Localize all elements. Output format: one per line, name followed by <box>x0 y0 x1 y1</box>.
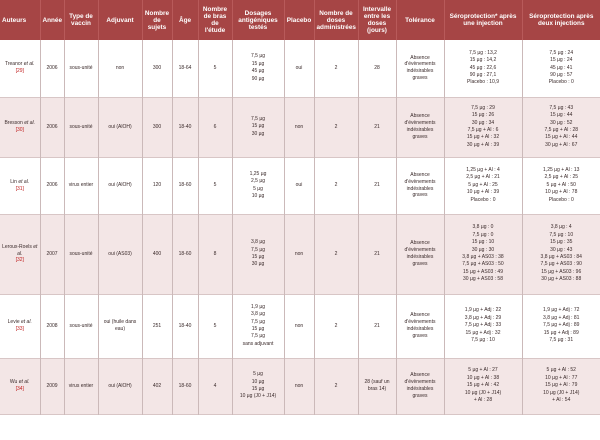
author-etal: et al. <box>18 379 30 386</box>
type-cell <box>64 294 98 358</box>
author-cell <box>0 157 40 214</box>
doses-administered: 2 <box>334 382 338 389</box>
table-row <box>0 294 600 358</box>
doses-cell <box>232 294 284 358</box>
author-name: Lin <box>10 178 17 185</box>
seroprotection-item: 5 µg + Al : 52 <box>546 367 576 374</box>
sero1-cell <box>444 294 522 358</box>
tolerance-text: Absence d'évènements indésirables graves <box>404 171 436 199</box>
placebo-value: non <box>294 322 304 329</box>
ndoses-cell <box>314 294 358 358</box>
seroprotection-item: 7,5 µg : 31 <box>549 337 574 344</box>
dose-item: 1,9 µg <box>250 303 265 310</box>
interval-value: 28 <box>374 64 380 71</box>
year-cell <box>40 157 64 214</box>
col-header: Nombre de bras de l'étude <box>198 0 232 40</box>
year-cell <box>40 358 64 414</box>
reference-link: [33] <box>15 326 24 332</box>
doses-administered: 2 <box>334 123 338 130</box>
author-cell <box>0 214 40 294</box>
year-cell <box>40 214 64 294</box>
seroprotection-item: 15 µg + Al : 79 <box>545 382 578 389</box>
placebo-cell <box>284 157 314 214</box>
seroprotection-item: 15 µg : 44 <box>550 112 573 119</box>
dose-item: 15 µg <box>251 60 265 67</box>
arms-count: 8 <box>213 250 217 257</box>
seroprotection-item: Placebo : 0 <box>470 196 496 203</box>
dose-item: 5 µg <box>253 185 263 192</box>
dose-item: 10 µg (J0 + J14) <box>239 393 277 400</box>
ndoses-cell <box>314 214 358 294</box>
year-value: 2008 <box>46 322 58 329</box>
seroprotection-item: 15 µg : 26 <box>471 112 495 119</box>
age-cell <box>172 157 198 214</box>
adjuvant-cell <box>98 214 142 294</box>
seroprotection-item: 90 µg : 57 <box>550 71 573 78</box>
dose-item: 10 µg <box>251 192 265 199</box>
dose-item: 7,5 µg <box>250 53 265 60</box>
subjects-count: 300 <box>152 64 162 71</box>
arms-cell <box>198 97 232 157</box>
placebo-cell <box>284 97 314 157</box>
interval-cell <box>358 294 396 358</box>
sero1-cell <box>444 358 522 414</box>
interval-cell <box>358 214 396 294</box>
year-value: 2006 <box>46 123 58 130</box>
table-row <box>0 157 600 214</box>
reference-link: [32] <box>15 257 24 264</box>
subjects-cell <box>142 40 172 97</box>
adjuvant-cell <box>98 358 142 414</box>
adjuvant-value: oui (AlOH) <box>108 182 132 189</box>
interval-cell <box>358 358 396 414</box>
seroprotection-item: 7,5 µg : 24 <box>549 49 574 56</box>
sero2-cell <box>522 358 600 414</box>
interval-cell <box>358 157 396 214</box>
adjuvant-cell <box>98 157 142 214</box>
seroprotection-item: 7,5 µg + Adj : 33 <box>464 322 502 329</box>
author-name: Treanor <box>4 61 23 68</box>
subjects-cell <box>142 358 172 414</box>
year-value: 2006 <box>46 182 58 189</box>
seroprotection-item: 15 µg : 14,2 <box>469 57 497 64</box>
author-etal: et al. <box>24 120 36 127</box>
author-etal: et al. <box>21 319 32 326</box>
interval-cell <box>358 40 396 97</box>
seroprotection-item: 5 µg + Al : 50 <box>546 181 576 188</box>
seroprotection-item: 10 µg + Al : 38 <box>466 374 500 381</box>
arms-count: 5 <box>213 64 217 71</box>
age-cell <box>172 97 198 157</box>
dose-item: 90 µg <box>251 75 265 82</box>
interval-value: 21 <box>374 182 380 189</box>
dose-item: 5 µg <box>253 371 263 378</box>
subjects-cell <box>142 294 172 358</box>
seroprotection-item: Placebo : 10,9 <box>467 79 499 86</box>
seroprotection-item: 1,25 µg + Al : 4 <box>466 166 500 173</box>
author-cell <box>0 97 40 157</box>
seroprotection-item: + Al : 54 <box>552 397 571 404</box>
dose-item: 2,5 µg <box>250 178 265 185</box>
seroprotection-item: Placebo : 0 <box>548 196 574 203</box>
arms-count: 4 <box>213 382 217 389</box>
interval-value: 28 (sauf un bras 14) <box>364 379 390 392</box>
tolerance-cell <box>396 157 444 214</box>
dose-item: 7,5 µg <box>250 318 265 325</box>
subjects-count: 251 <box>152 322 162 329</box>
age-cell <box>172 214 198 294</box>
type-cell <box>64 157 98 214</box>
reference-link: [34] <box>15 386 24 392</box>
dose-item: 7,5 µg <box>250 333 265 340</box>
sero1-cell <box>444 40 522 97</box>
ndoses-cell <box>314 157 358 214</box>
age-range: 18-40 <box>178 322 192 329</box>
sero2-cell <box>522 97 600 157</box>
seroprotection-item: 3,8 µg + Adj : 29 <box>464 314 502 321</box>
age-range: 18-64 <box>178 64 192 71</box>
reference-link: [30] <box>15 127 24 133</box>
arms-count: 5 <box>213 182 217 189</box>
seroprotection-item: 7,5 µg : 29 <box>471 104 495 111</box>
dose-item: 15 µg <box>251 386 265 392</box>
seroprotection-item: 15 µg + Al : 32 <box>466 134 500 141</box>
adjuvant-value: oui (huile dans eau) <box>103 319 137 332</box>
table-body <box>0 40 600 414</box>
author-cell <box>0 358 40 414</box>
seroprotection-item: 10 µg + Al : 78 <box>545 189 578 196</box>
seroprotection-item: 1,9 µg + Adj : 72 <box>543 307 580 314</box>
dose-item: 1,25 µg <box>249 170 267 177</box>
placebo-cell <box>284 214 314 294</box>
seroprotection-item: 3,8 µg + Adj : 81 <box>543 314 580 321</box>
tolerance-cell <box>396 214 444 294</box>
type-cell <box>64 40 98 97</box>
placebo-cell <box>284 294 314 358</box>
year-cell <box>40 97 64 157</box>
table-row <box>0 97 600 157</box>
year-value: 2009 <box>46 382 58 389</box>
subjects-cell <box>142 97 172 157</box>
type-cell <box>64 97 98 157</box>
col-header: Séroprotection après deux injections <box>522 0 600 40</box>
doses-cell <box>232 157 284 214</box>
dose-item: 45 µg <box>251 68 265 75</box>
seroprotection-item: 15 µg : 24 <box>550 57 573 64</box>
placebo-value: non <box>294 123 304 130</box>
table-row <box>0 358 600 414</box>
arms-cell <box>198 157 232 214</box>
seroprotection-item: 30 µg : 30 <box>471 246 495 253</box>
author-name: Leroux-Roels <box>2 243 32 250</box>
seroprotection-item: 7,5 µg + Adj : 89 <box>543 322 580 329</box>
author-cell <box>0 40 40 97</box>
seroprotection-item: 10 µg (J0 + J14) <box>543 389 580 396</box>
interval-cell <box>358 97 396 157</box>
sero1-cell <box>444 97 522 157</box>
ndoses-cell <box>314 40 358 97</box>
type-cell <box>64 358 98 414</box>
interval-value: 21 <box>374 123 380 130</box>
author-etal: et al. <box>23 61 35 68</box>
doses-cell <box>232 358 284 414</box>
year-value: 2006 <box>46 64 58 71</box>
seroprotection-item: 5 µg + Al : 27 <box>468 367 498 374</box>
dose-item: 3,8 µg <box>250 239 265 246</box>
tolerance-cell <box>396 97 444 157</box>
col-header: Dosages antigéniques testés <box>232 0 284 40</box>
subjects-cell <box>142 157 172 214</box>
doses-administered: 2 <box>334 322 338 329</box>
vaccine-type: sous-unité <box>69 64 93 71</box>
table-row <box>0 214 600 294</box>
adjuvant-cell <box>98 294 142 358</box>
dose-item: 15 µg <box>251 254 265 260</box>
col-header: Nombre de doses administrées <box>314 0 358 40</box>
seroprotection-item: 30 µg : 34 <box>471 119 495 126</box>
adjuvant-value: oui (AlOH) <box>108 123 132 130</box>
vaccine-type: sous-unité <box>69 123 93 130</box>
age-cell <box>172 358 198 414</box>
seroprotection-item: 3,8 µg : 4 <box>550 224 572 231</box>
doses-cell <box>232 97 284 157</box>
type-cell <box>64 214 98 294</box>
seroprotection-item: 7,5 µg : 0 <box>472 231 494 238</box>
author-etal: et al. <box>18 178 30 185</box>
seroprotection-item: 45 µg : 41 <box>550 64 573 71</box>
age-range: 18-60 <box>178 182 192 189</box>
arms-cell <box>198 40 232 97</box>
arms-count: 6 <box>213 123 217 130</box>
seroprotection-item: 15 µg : 10 <box>471 239 495 246</box>
seroprotection-item: 30 µg + AS03 : 88 <box>541 276 582 283</box>
tolerance-text: Absence d'évènements indésirables graves <box>404 54 436 82</box>
placebo-value: non <box>294 382 304 389</box>
subjects-count: 120 <box>152 182 162 189</box>
age-range: 18-40 <box>178 123 192 130</box>
doses-cell <box>232 214 284 294</box>
reference-link: [29] <box>15 68 24 75</box>
seroprotection-item: 30 µg + AS03 : 58 <box>463 276 503 283</box>
adjuvant-cell <box>98 40 142 97</box>
adjuvant-value: oui (AlOH) <box>108 382 132 389</box>
tolerance-text: Absence d'évènements indésirables graves <box>404 312 436 339</box>
year-cell <box>40 294 64 358</box>
seroprotection-item: 3,8 µg + AS03 : 38 <box>462 254 504 260</box>
age-range: 18-60 <box>178 250 192 257</box>
author-cell <box>0 294 40 358</box>
ndoses-cell <box>314 97 358 157</box>
seroprotection-item: 2,5 µg + Al : 25 <box>544 174 579 181</box>
subjects-count: 400 <box>152 250 162 257</box>
seroprotection-item: 7,5 µg : 43 <box>549 104 574 111</box>
seroprotection-item: 2,5 µg + Al : 21 <box>466 174 500 181</box>
dose-item: sans adjuvant <box>242 340 274 347</box>
tolerance-cell <box>396 358 444 414</box>
placebo-value: oui <box>295 64 303 71</box>
dose-item: 15 µg <box>251 123 265 130</box>
seroprotection-item: 7,5 µg : 10 <box>471 337 495 344</box>
seroprotection-item: 15 µg + Adj : 32 <box>465 329 501 336</box>
reference-link: [31] <box>15 185 24 192</box>
col-header: Séroprotection* après une injection <box>444 0 522 40</box>
year-cell <box>40 40 64 97</box>
seroprotection-item: 7,5 µg : 10 <box>549 231 574 238</box>
seroprotection-item: 15 µg + Al : 42 <box>466 382 500 389</box>
arms-cell <box>198 294 232 358</box>
tolerance-text: Absence d'évènements indésirables graves <box>404 113 436 140</box>
adjuvant-value: non <box>115 64 125 71</box>
seroprotection-item: 15 µg + Adj : 89 <box>543 329 579 336</box>
seroprotection-item: 45 µg : 22,6 <box>469 64 497 71</box>
author-etal: et al. <box>17 243 38 257</box>
age-cell <box>172 40 198 97</box>
col-header: Âge <box>172 0 198 40</box>
seroprotection-item: 3,8 µg + AS03 : 84 <box>540 254 582 260</box>
tolerance-text: Absence d'évènements indésirables graves <box>404 240 436 267</box>
tolerance-text: Absence d'évènements indésirables graves <box>404 372 436 399</box>
vaccine-type: virus entier <box>68 382 94 389</box>
col-header: Auteurs <box>0 0 40 40</box>
seroprotection-item: 15 µg + AS03 : 96 <box>541 268 582 275</box>
adjuvant-value: oui (AS03) <box>108 250 132 257</box>
seroprotection-item: 7,5 µg + Al : 28 <box>544 127 579 133</box>
seroprotection-item: 90 µg : 27,1 <box>469 71 497 78</box>
dose-item: 7,5 µg <box>250 246 265 253</box>
interval-value: 21 <box>374 250 380 257</box>
doses-administered: 2 <box>334 64 338 71</box>
sero1-cell <box>444 214 522 294</box>
author-name: Wu <box>9 379 18 386</box>
col-header: Type de vaccin <box>64 0 98 40</box>
subjects-cell <box>142 214 172 294</box>
seroprotection-item: 7,5 µg : 13,2 <box>469 49 497 56</box>
vaccine-type: sous-unité <box>69 250 93 257</box>
dose-item: 7,5 µg <box>250 115 265 122</box>
tolerance-cell <box>396 294 444 358</box>
seroprotection-item: 15 µg + Al : 44 <box>545 134 578 141</box>
doses-cell <box>232 40 284 97</box>
dose-item: 15 µg <box>251 326 265 332</box>
adjuvant-cell <box>98 97 142 157</box>
seroprotection-item: 30 µg + Al : 39 <box>466 141 500 148</box>
seroprotection-item: 7,5 µg + AS03 : 90 <box>540 261 582 268</box>
author-name: Levie <box>7 319 20 326</box>
dose-item: 10 µg <box>251 378 265 385</box>
doses-administered: 2 <box>334 182 338 189</box>
dose-item: 30 µg <box>251 261 265 268</box>
subjects-count: 300 <box>152 123 162 130</box>
seroprotection-item: + Al : 28 <box>473 397 493 404</box>
col-header: Nombre de sujets <box>142 0 172 40</box>
table-header <box>0 0 600 40</box>
vaccine-type: virus entier <box>68 182 94 189</box>
placebo-value: oui <box>295 182 303 189</box>
seroprotection-item: 30 µg : 52 <box>550 119 573 126</box>
seroprotection-item: 5 µg + Al : 25 <box>468 181 498 188</box>
seroprotection-item: 10 µg (J0 + J14) <box>464 389 502 396</box>
col-header: Année <box>40 0 64 40</box>
arms-count: 5 <box>213 322 217 329</box>
seroprotection-item: 10 µg + Al : 39 <box>466 189 500 196</box>
seroprotection-item: 30 µg : 43 <box>550 246 573 253</box>
ndoses-cell <box>314 358 358 414</box>
seroprotection-item: 15 µg + AS03 : 49 <box>463 268 503 275</box>
age-range: 18-60 <box>178 382 192 389</box>
sero2-cell <box>522 294 600 358</box>
age-cell <box>172 294 198 358</box>
seroprotection-item: Placebo : 0 <box>548 79 574 86</box>
subjects-count: 402 <box>152 382 162 389</box>
placebo-value: non <box>294 250 304 257</box>
sero2-cell <box>522 40 600 97</box>
dose-item: 3,8 µg <box>250 311 265 318</box>
sero2-cell <box>522 157 600 214</box>
col-header: Tolérance <box>396 0 444 40</box>
seroprotection-item: 1,25 µg + Al : 13 <box>543 166 580 173</box>
table-row <box>0 40 600 97</box>
sero1-cell <box>444 157 522 214</box>
doses-administered: 2 <box>334 250 338 257</box>
arms-cell <box>198 214 232 294</box>
year-value: 2007 <box>46 250 58 257</box>
placebo-cell <box>284 40 314 97</box>
interval-value: 21 <box>374 322 380 329</box>
sero2-cell <box>522 214 600 294</box>
seroprotection-item: 7,5 µg + AS03 : 50 <box>462 261 504 268</box>
dose-item: 30 µg <box>251 130 265 137</box>
placebo-cell <box>284 358 314 414</box>
seroprotection-item: 30 µg + Al : 67 <box>545 141 578 148</box>
tolerance-cell <box>396 40 444 97</box>
seroprotection-item: 15 µg : 35 <box>550 239 573 246</box>
seroprotection-item: 7,5 µg + Al : 6 <box>467 127 499 133</box>
seroprotection-item: 10 µg + Al : 77 <box>545 374 578 381</box>
seroprotection-item: 3,8 µg : 0 <box>472 224 494 231</box>
col-header: Intervalle entre les doses (jours) <box>358 0 396 40</box>
vaccine-type: sous-unité <box>69 322 93 329</box>
author-name: Bresson <box>4 120 23 127</box>
col-header: Adjuvant <box>98 0 142 40</box>
seroprotection-item: 1,9 µg + Adj : 22 <box>464 307 502 314</box>
arms-cell <box>198 358 232 414</box>
col-header: Placebo <box>284 0 314 40</box>
